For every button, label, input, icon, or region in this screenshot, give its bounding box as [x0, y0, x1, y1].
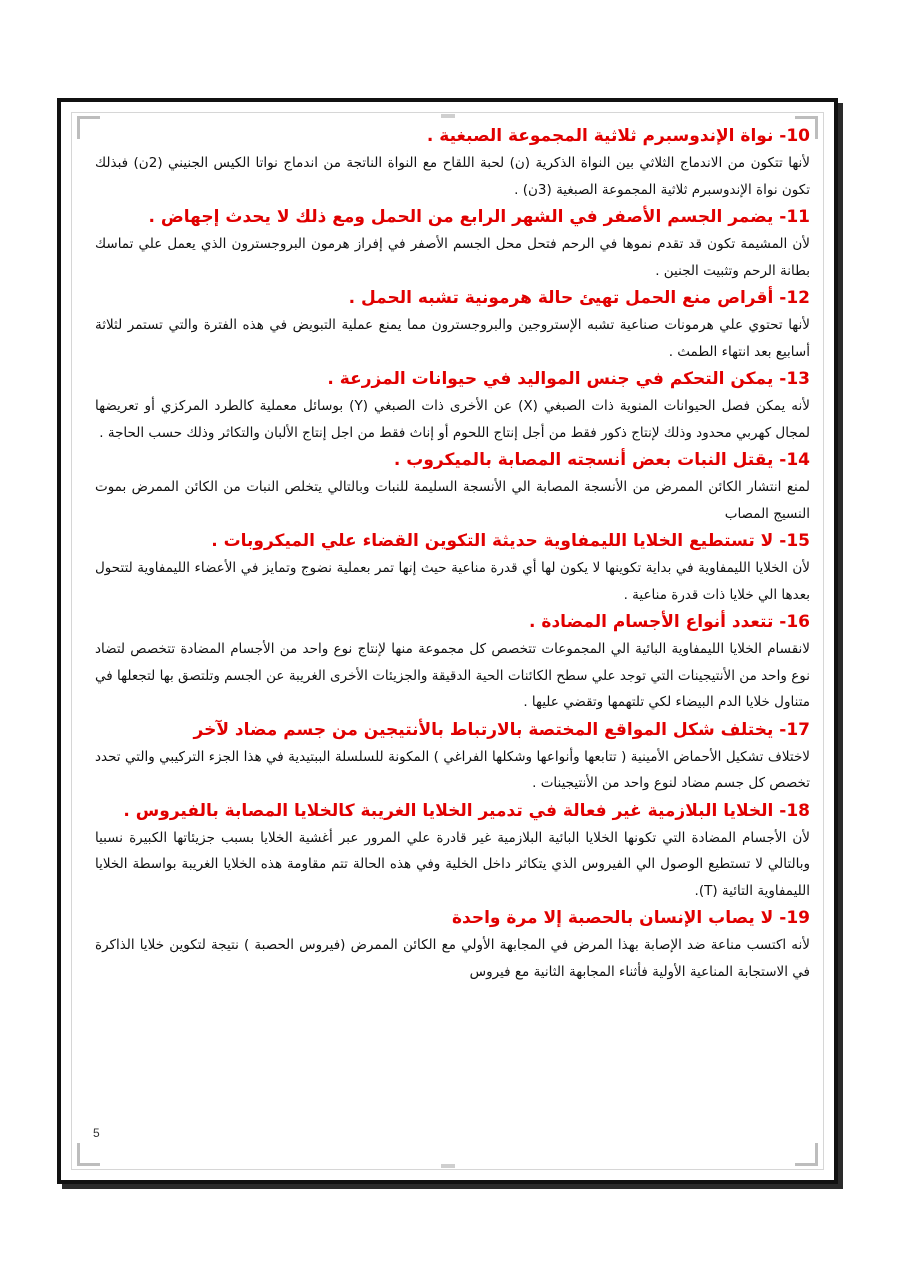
questions-list	[95, 122, 810, 985]
question-heading	[95, 716, 810, 744]
question-number: 13-	[779, 369, 810, 389]
answer-text: لاختلاف تشكيل الأحماض الأمينية ( تتابعها وأنواعها وشكلها الفراغي ) المكونة للسلسلة الببتيدية في هذا الجزء التركيبي والتي تحدد تخصص كل جسم مضاد لنوع واحد من الأنتيجينات .	[95, 748, 810, 791]
answer-text: لأن المشيمة تكون قد تقدم نموها في الرحم فتحل محل الجسم الأصفر في إفراز هرمون البروجسترون الذي يعمل علي تماسك بطانة الرحم وتثبيت الجنين .	[95, 236, 810, 279]
corner-ornament-bottom-right	[795, 1143, 818, 1166]
question-title: نواة الإندوسبرم ثلاثية المجموعة الصبغية .	[426, 126, 774, 146]
question-number: 17-	[779, 719, 810, 740]
question-item	[95, 446, 810, 527]
page-number: 5	[93, 1126, 100, 1140]
question-number: 11-	[779, 207, 810, 227]
question-item	[95, 122, 810, 203]
question-number: 16-	[779, 612, 810, 632]
page-frame	[57, 98, 838, 1184]
question-title: الخلايا البلازمية غير فعالة في تدمير الخلايا الغريبة كالخلايا المصابة بالفيروس .	[123, 800, 774, 821]
answer-text: لانقسام الخلايا الليمفاوية البائية الي المجموعات تتخصص كل مجموعة منها لإنتاج نوع واحد من الأجسام المضادة تتخصص لتضاد نوع واحد من الأنتيجينات التي توجد علي سطح الكائنات الحية الدقيقة والجزيئات الأخرى الغريبة عن الجسم وتلتصق بها لتجعلها في متناول خلايا الدم البيضاء لكي تلتهمها وتقضي عليها .	[95, 641, 810, 710]
question-heading	[95, 203, 810, 231]
answer-text: لأنها تتكون من الاندماج الثلاثي بين النواة الذكرية (ن) لحبة اللقاح مع النواة الناتجة من اندماج نواتا الكيس الجنيني (2ن) فبذلك تكون نواة الإندوسبرم ثلاثية المجموعة الصبغية (3ن) .	[95, 155, 810, 198]
question-title: يقتل النبات بعض أنسجته المصابة بالميكروب .	[393, 450, 774, 470]
ornament-tick-top	[441, 114, 455, 118]
question-number: 10-	[779, 126, 810, 146]
question-heading	[95, 527, 810, 555]
question-item	[95, 365, 810, 446]
question-item	[95, 527, 810, 608]
question-title: يضمر الجسم الأصفر في الشهر الرابع من الحمل ومع ذلك لا يحدث إجهاض .	[148, 207, 774, 227]
answer-text: لأنها تحتوي علي هرمونات صناعية تشبه الإستروجين والبروجسترون مما يمنع عملية التبويض في هذه الفترة والتي تستمر لثلاثة أسابيع بعد انتهاء الطمث .	[95, 317, 810, 360]
answer-text: لأن الخلايا الليمفاوية في بداية تكوينها لا يكون لها أي قدرة مناعية حيث إنها تمر بعملية نضوج وتمايز في الأعضاء الليمفاوية لتتحول بعدها الي خلايا ذات قدرة مناعية .	[95, 560, 810, 603]
question-number: 14-	[779, 450, 810, 470]
corner-ornament-bottom-left	[77, 1143, 100, 1166]
answer-text: لأنه يمكن فصل الحيوانات المنوية ذات الصبغي (X) عن الأخرى ذات الصبغي (Y) بوسائل معملية كالطرد المركزي أو تعريضها لمجال كهربي محدود وذلك لإنتاج ذكور فقط من أجل إنتاج اللحوم أو إناث فقط من اجل إنتاج الألبان والتكاثر وذلك حسب الحاجة .	[95, 398, 810, 441]
question-item	[95, 797, 810, 905]
question-heading	[95, 797, 810, 825]
question-item	[95, 203, 810, 284]
question-heading	[95, 284, 810, 312]
question-item	[95, 608, 810, 716]
question-heading	[95, 904, 810, 932]
question-title: لا تستطيع الخلايا الليمفاوية حديثة التكوين القضاء علي الميكروبات .	[211, 531, 774, 551]
question-item	[95, 904, 810, 985]
question-heading	[95, 446, 810, 474]
question-heading	[95, 365, 810, 393]
answer-text: لأن الأجسام المضادة التي تكونها الخلايا البائية البلازمية غير قادرة علي المرور عبر أغشية الخلايا بسبب جزيئاتها الكبيرة نسبيا وبالتالي لا تستطيع الوصول الي الفيروس الذي يتكاثر داخل الخلية وفي هذه الحالة تتم مقاومة هذه الخلايا الغريبة بواسطة الخلايا الليمفاوية التائية (T).	[95, 829, 810, 899]
question-number: 15-	[779, 531, 810, 551]
question-title: لا يصاب الإنسان بالحصبة إلا مرة واحدة	[451, 908, 774, 928]
ornament-tick-bottom	[441, 1164, 455, 1168]
answer-text: لأنه اكتسب مناعة ضد الإصابة بهذا المرض في المجابهة الأولي مع الكائن الممرض (فيروس الحصبة ) نتيجة لتكوين خلايا الذاكرة في الاستجابة المناعية الأولية فأثناء المجابهة الثانية مع فيروس	[95, 937, 810, 980]
question-heading	[95, 608, 810, 636]
question-title: تتعدد أنواع الأجسام المضادة .	[529, 612, 774, 632]
question-heading	[95, 122, 810, 150]
question-number: 12-	[779, 288, 810, 308]
question-title: أقراص منع الحمل تهيئ حالة هرمونية تشبه الحمل .	[348, 288, 774, 308]
question-number: 19-	[779, 908, 810, 928]
answer-text: لمنع انتشار الكائن الممرض من الأنسجة المصابة الي الأنسجة السليمة للنبات وبالتالي يتخلص النبات من الكائن الممرض بموت النسيج المصاب	[95, 479, 810, 522]
question-title: يختلف شكل المواقع المختصة بالارتباط بالأنتيجين من جسم مضاد لآخر	[193, 719, 774, 740]
question-item	[95, 284, 810, 365]
question-title: يمكن التحكم في جنس المواليد في حيوانات المزرعة .	[327, 369, 774, 389]
question-item	[95, 716, 810, 797]
question-number: 18-	[779, 800, 810, 821]
